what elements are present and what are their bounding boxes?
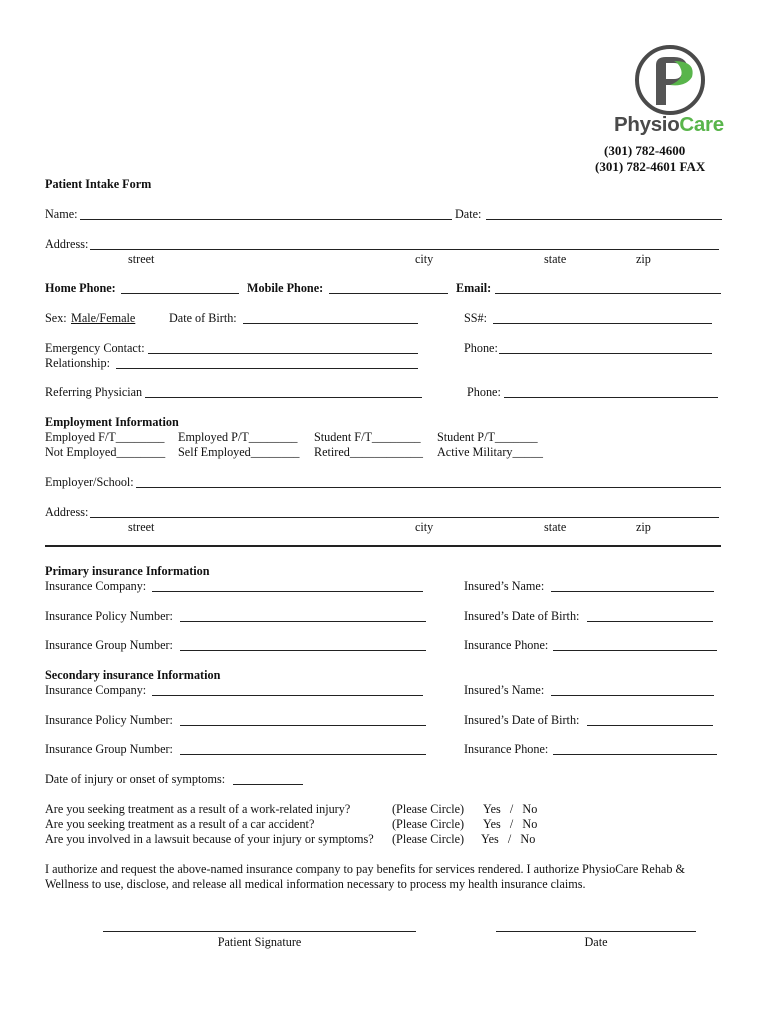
- question-car-accident: Are you seeking treatment as a result of a car accident?: [45, 817, 315, 831]
- secondary-insured-dob-field[interactable]: [587, 725, 713, 726]
- emergency-phone-label: Phone:: [464, 341, 498, 355]
- street-caption: street: [128, 252, 155, 266]
- question-work-injury: Are you seeking treatment as a result of a work-related injury?: [45, 802, 351, 816]
- primary-insured-dob-field[interactable]: [587, 621, 713, 622]
- secondary-insured-dob-label: Insured’s Date of Birth:: [464, 713, 580, 727]
- secondary-policy-label: Insurance Policy Number:: [45, 713, 173, 727]
- employer-zip-caption: zip: [636, 520, 651, 534]
- employer-address-label: Address:: [45, 505, 89, 519]
- authorization-line-1: I authorize and request the above-named insurance company to pay benefits for services rendered. I authorize PhysioCare Rehab &: [45, 862, 685, 876]
- primary-ins-phone-label: Insurance Phone:: [464, 638, 549, 652]
- student-pt-option[interactable]: Student P/T_______: [437, 430, 538, 444]
- question-work-circle-note: (Please Circle): [392, 802, 465, 816]
- name-label: Name:: [45, 207, 78, 221]
- primary-company-field[interactable]: [152, 591, 423, 592]
- primary-policy-label: Insurance Policy Number:: [45, 609, 173, 623]
- secondary-insurance-heading: Secondary insurance Information: [45, 668, 221, 682]
- email-label: Email:: [456, 281, 492, 295]
- form-title: Patient Intake Form: [45, 177, 152, 191]
- injury-onset-field[interactable]: [233, 784, 303, 785]
- zip-caption: zip: [636, 252, 651, 266]
- signature-date-field[interactable]: [496, 931, 696, 932]
- emergency-contact-field[interactable]: [148, 353, 418, 354]
- active-military-option[interactable]: Active Military_____: [437, 445, 543, 459]
- employer-street-caption: street: [128, 520, 155, 534]
- date-label: Date:: [455, 207, 482, 221]
- student-ft-option[interactable]: Student F/T________: [314, 430, 421, 444]
- self-employed-option[interactable]: Self Employed________: [178, 445, 300, 459]
- employer-address-field[interactable]: [90, 517, 719, 518]
- primary-policy-field[interactable]: [180, 621, 426, 622]
- sex-label: Sex:: [45, 311, 67, 325]
- question-lawsuit-yes-no[interactable]: Yes / No: [481, 832, 536, 846]
- emergency-phone-field[interactable]: [499, 353, 712, 354]
- date-field[interactable]: [486, 219, 722, 220]
- question-car-yes-no[interactable]: Yes / No: [483, 817, 538, 831]
- signature-date-label: Date: [584, 935, 608, 949]
- not-employed-option[interactable]: Not Employed________: [45, 445, 166, 459]
- employed-pt-option[interactable]: Employed P/T________: [178, 430, 298, 444]
- injury-onset-label: Date of injury or onset of symptoms:: [45, 772, 226, 786]
- home-phone-field[interactable]: [121, 293, 239, 294]
- secondary-ins-phone-field[interactable]: [553, 754, 717, 755]
- employment-heading: Employment Information: [45, 415, 179, 429]
- employed-ft-option[interactable]: Employed F/T________: [45, 430, 165, 444]
- referring-phone-field[interactable]: [504, 397, 718, 398]
- question-car-circle-note: (Please Circle): [392, 817, 465, 831]
- primary-group-label: Insurance Group Number:: [45, 638, 173, 652]
- secondary-company-label: Insurance Company:: [45, 683, 147, 697]
- employer-field[interactable]: [136, 487, 721, 488]
- secondary-group-label: Insurance Group Number:: [45, 742, 173, 756]
- relationship-label: Relationship:: [45, 356, 110, 370]
- secondary-insured-name-field[interactable]: [551, 695, 714, 696]
- primary-insured-name-field[interactable]: [551, 591, 714, 592]
- address-label: Address:: [45, 237, 89, 251]
- primary-group-field[interactable]: [180, 650, 426, 651]
- sex-options[interactable]: Male/Female: [71, 311, 136, 325]
- address-field[interactable]: [90, 249, 719, 250]
- physiocare-logo-icon: [630, 45, 710, 115]
- patient-signature-label: Patient Signature: [217, 935, 302, 949]
- secondary-company-field[interactable]: [152, 695, 423, 696]
- referring-phone-label: Phone:: [467, 385, 501, 399]
- secondary-policy-field[interactable]: [180, 725, 426, 726]
- emergency-contact-label: Emergency Contact:: [45, 341, 145, 355]
- name-field[interactable]: [80, 219, 452, 220]
- patient-signature-field[interactable]: [103, 931, 416, 932]
- relationship-field[interactable]: [116, 368, 418, 369]
- authorization-line-2: Wellness to use, disclose, and release all medical information necessary to process my health insurance claims.: [45, 877, 586, 891]
- mobile-phone-label: Mobile Phone:: [247, 281, 324, 295]
- state-caption: state: [544, 252, 567, 266]
- mobile-phone-field[interactable]: [329, 293, 448, 294]
- primary-company-label: Insurance Company:: [45, 579, 147, 593]
- city-caption: city: [415, 252, 434, 266]
- email-field[interactable]: [495, 293, 721, 294]
- dob-field[interactable]: [243, 323, 418, 324]
- ss-field[interactable]: [493, 323, 712, 324]
- clinic-fax: (301) 782-4601 FAX: [595, 159, 706, 174]
- primary-insured-dob-label: Insured’s Date of Birth:: [464, 609, 580, 623]
- clinic-phone: (301) 782-4600: [604, 143, 686, 158]
- primary-insurance-heading: Primary insurance Information: [45, 564, 210, 578]
- secondary-group-field[interactable]: [180, 754, 426, 755]
- referring-physician-field[interactable]: [145, 397, 422, 398]
- home-phone-label: Home Phone:: [45, 281, 116, 295]
- question-lawsuit-circle-note: (Please Circle): [392, 832, 465, 846]
- primary-insured-name-label: Insured’s Name:: [464, 579, 545, 593]
- section-divider: [45, 545, 721, 547]
- employer-state-caption: state: [544, 520, 567, 534]
- employer-label: Employer/School:: [45, 475, 134, 489]
- question-work-yes-no[interactable]: Yes / No: [483, 802, 538, 816]
- dob-label: Date of Birth:: [169, 311, 237, 325]
- brand-name: PhysioCare: [614, 113, 724, 136]
- employer-city-caption: city: [415, 520, 434, 534]
- referring-physician-label: Referring Physician: [45, 385, 143, 399]
- ss-label: SS#:: [464, 311, 488, 325]
- primary-ins-phone-field[interactable]: [553, 650, 717, 651]
- secondary-ins-phone-label: Insurance Phone:: [464, 742, 549, 756]
- question-lawsuit: Are you involved in a lawsuit because of your injury or symptoms?: [45, 832, 374, 846]
- secondary-insured-name-label: Insured’s Name:: [464, 683, 545, 697]
- retired-option[interactable]: Retired____________: [314, 445, 423, 459]
